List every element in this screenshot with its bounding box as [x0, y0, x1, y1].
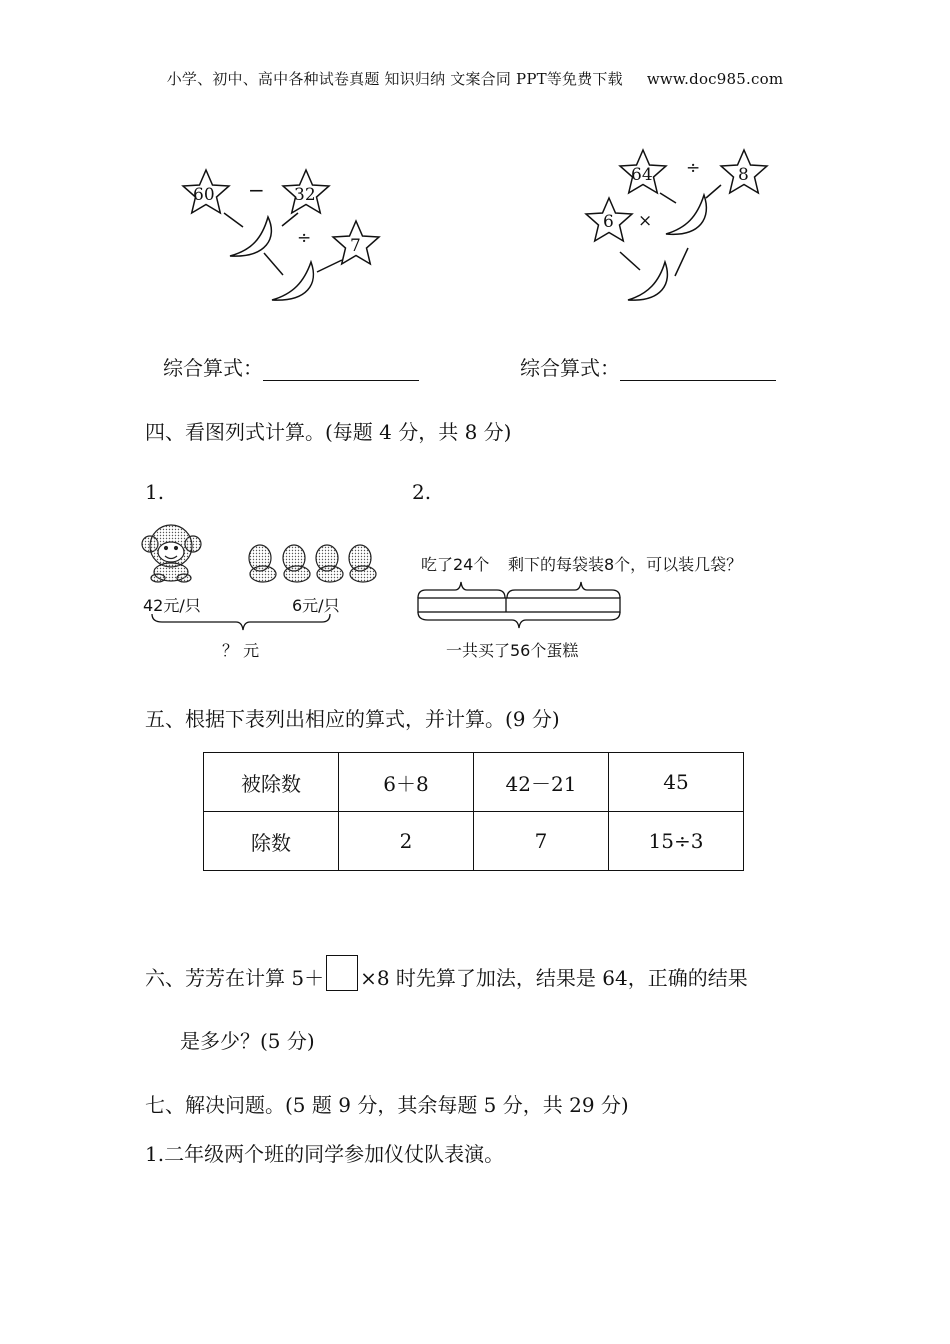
table-row: [204, 812, 744, 871]
doll-icon: [316, 545, 343, 582]
star-value: 32: [294, 185, 316, 205]
answer-box[interactable]: [326, 955, 358, 991]
star-value: 7: [350, 236, 361, 256]
operator-multiply: ×: [638, 211, 653, 231]
q2-total: 一共买了56个蛋糕: [446, 641, 579, 660]
star-value: 6: [603, 212, 614, 232]
formula-label: 综合算式：: [520, 356, 620, 380]
monkey-icon: [142, 525, 201, 582]
table-cell: 45: [609, 753, 744, 812]
table-cell: 除数: [204, 812, 339, 871]
q1-total: ？ 元: [222, 641, 260, 660]
star-value: 64: [631, 165, 653, 185]
section6-line2: 是多少？(5 分): [180, 1029, 315, 1053]
header-url: www.doc985.com: [646, 70, 784, 88]
brace-shape: [418, 612, 620, 628]
doll-icon: [349, 545, 376, 582]
q2-number: 2.: [412, 480, 432, 504]
eaten-label: 吃了24个: [421, 555, 490, 574]
formula-right: [520, 352, 776, 381]
doll-icon: [249, 545, 276, 582]
segment-bar: [418, 598, 620, 612]
page-header: [0, 68, 950, 89]
operator-divide: ÷: [686, 158, 701, 178]
doll-icon: [283, 545, 310, 582]
table-cell: 42－21: [474, 753, 609, 812]
brace-shape: [152, 614, 330, 630]
table-cell: 15÷3: [609, 812, 744, 871]
brace-shape: [418, 582, 505, 598]
star-value: 8: [738, 165, 749, 185]
table-row: [204, 753, 744, 812]
operator-minus: −: [248, 178, 265, 202]
moon-icon: [628, 262, 667, 300]
calc-table: [203, 752, 744, 871]
brace-shape: [507, 582, 620, 598]
moon-icon: [666, 195, 706, 234]
monkey-price: 42元/只: [143, 596, 201, 615]
section5-title: 五、根据下表列出相应的算式，并计算。(9 分): [145, 707, 560, 731]
section7-q1: 1.二年级两个班的同学参加仪仗队表演。: [145, 1142, 505, 1166]
header-text: 小学、初中、高中各种试卷真题 知识归纳 文案合同 PPT等免费下载: [166, 70, 623, 88]
doll-group: [249, 545, 376, 582]
table-cell: 6＋8: [339, 753, 474, 812]
table-cell: 被除数: [204, 753, 339, 812]
section6-text-before: 六、芳芳在计算 5＋: [145, 966, 325, 990]
section7-title: 七、解决问题。(5 题 9 分，其余每题 5 分，共 29 分): [145, 1093, 629, 1117]
table-cell: 7: [474, 812, 609, 871]
doll-price: 6元/只: [292, 596, 340, 615]
formula-label: 综合算式：: [163, 356, 263, 380]
formula-left: [163, 352, 419, 381]
moon-icon: [230, 217, 271, 256]
star-value: 60: [193, 185, 215, 205]
section6-text-after: ×8 时先算了加法，结果是 64，正确的结果: [360, 966, 748, 990]
answer-blank[interactable]: [620, 360, 776, 381]
section4-title: 四、看图列式计算。(每题 4 分，共 8 分): [145, 420, 512, 444]
table-cell: 2: [339, 812, 474, 871]
operator-divide: ÷: [297, 228, 312, 248]
section6-line1: [145, 955, 748, 991]
q1-number: 1.: [145, 480, 165, 504]
q2-question: 剩下的每袋装8个，可以装几袋？: [508, 555, 743, 574]
answer-blank[interactable]: [263, 360, 419, 381]
moon-icon: [272, 262, 313, 300]
